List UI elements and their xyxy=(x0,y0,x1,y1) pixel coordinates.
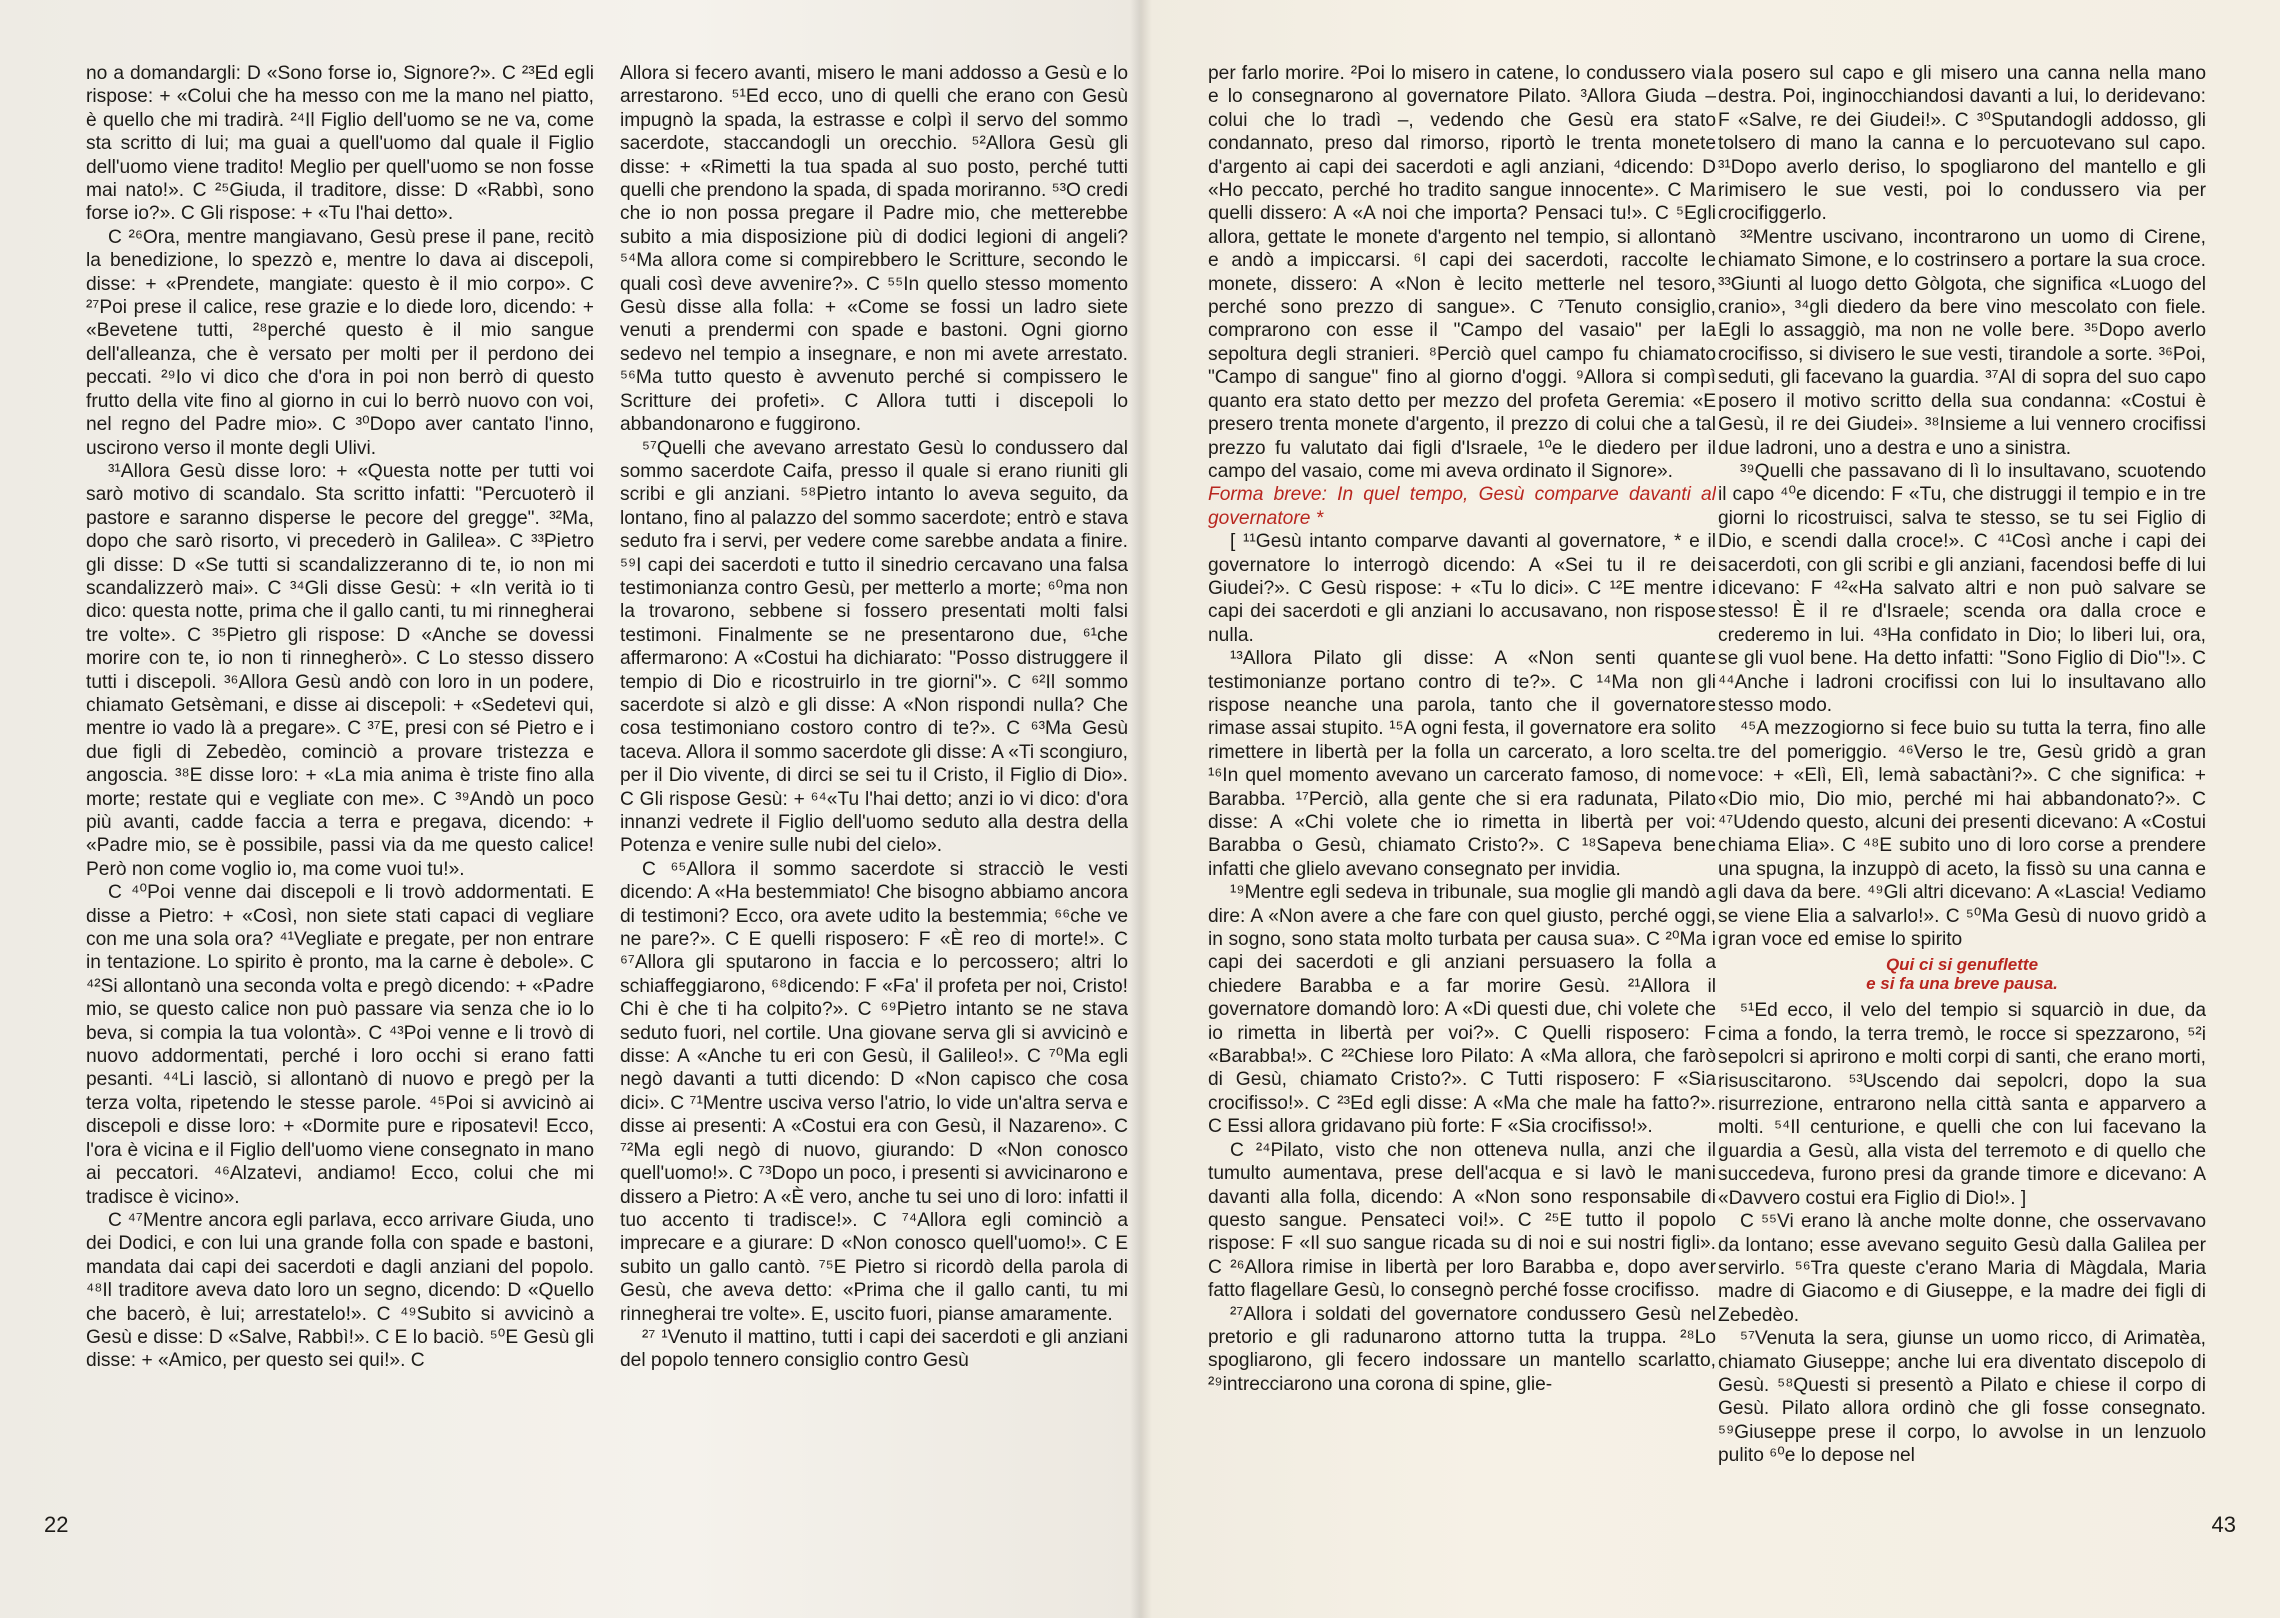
paragraph: ⁵⁷Quelli che avevano arrestato Gesù lo condussero dal sommo sacerdote Caifa, presso il quale si erano riuniti gli scribi e gli anziani. ⁵⁸Pietro intanto lo aveva seguito, da lontano, fino al palazzo del sommo sacerdote; entrò e stava seduto fra i servi, per vedere come sarebbe andata a finire. ⁵⁹I capi dei sacerdoti e tutto il sinedrio cercavano una falsa testimonianza contro Gesù, per metterlo a morte; ⁶⁰ma non la trovarono, sebbene si fossero presentati molti falsi testimoni. Finalmente se ne presentarono due, ⁶¹che affermarono: A «Costui ha dichiarato: "Posso distruggere il tempio di Dio e ricostruirlo in tre giorni"». C ⁶²Il sommo sacerdote si alzò e gli disse: A «Non rispondi nulla? Che cosa testimoniano costoro contro di te?». C ⁶³Ma Gesù taceva. Allora il sommo sacerdote gli disse: A «Ti scongiuro, per il Dio vivente, di dirci se sei tu il Cristo, il Figlio di Dio». C Gli rispose Gesù: + ⁶⁴«Tu l'hai detto; anzi io vi dico: d'ora innanzi vedrete il Figlio dell'uomo seduto alla destra della Potenza e venire sulle nubi del cielo». xyxy=(620,437,1128,857)
paragraph: C ⁶⁵Allora il sommo sacerdote si stracciò le vesti dicendo: A «Ha bestemmiato! Che bisogno abbiamo ancora di testimoni? Ecco, ora avete udito la bestemmia; ⁶⁶che ve ne pare?». C E quelli risposero: F «È reo di morte!». C ⁶⁷Allora gli sputarono in faccia e lo percossero; altri lo schiaffeggiarono, ⁶⁸dicendo: F «Fa' il profeta per noi, Cristo! Chi è che ti ha colpito?». C ⁶⁹Pietro intanto se ne stava seduto fuori, nel cortile. Una giovane serva gli si avvicinò e disse: A «Anche tu eri con Gesù, il Galileo!». C ⁷⁰Ma egli negò davanti a tutti dicendo: D «Non capisco che cosa dici». C ⁷¹Mentre usciva verso l'atrio, lo vide un'altra serva e disse ai presenti: A «Costui era con Gesù, il Nazareno». C ⁷²Ma egli negò di nuovo, giurando: D «Non conosco quell'uomo!». C ⁷³Dopo un poco, i presenti si avvicinarono e dissero a Pietro: A «È vero, anche tu sei uno di loro: infatti il tuo accento ti tradisce!». C ⁷⁴Allora egli cominciò a imprecare e a giurare: D «Non conosco quell'uomo!». C E subito un gallo cantò. ⁷⁵E Pietro si ricordò della parola di Gesù, che aveva detto: «Prima che il gallo canti, tu mi rinnegherai tre volte». E, uscito fuori, pianse amaramente. xyxy=(620,858,1128,1325)
paragraph: C ⁴⁷Mentre ancora egli parlava, ecco arrivare Giuda, uno dei Dodici, e con lui una grande folla con spade e bastoni, mandata dai capi dei sacerdoti e dagli anziani del popolo. ⁴⁸Il traditore aveva dato loro un segno, dicendo: D «Quello che bacerò, è lui; arrestatelo!». C ⁴⁹Subito si avvicinò a Gesù e disse: D «Salve, Rabbì!». C E lo baciò. ⁵⁰E Gesù gli disse: + «Amico, per questo sei qui!». C xyxy=(86,1209,594,1372)
paragraph: C ²⁴Pilato, visto che non otteneva nulla, anzi che il tumulto aumentava, prese dell'acqua e si lavò le mani davanti alla folla, dicendo: A «Non sono responsabile di questo sangue. Pensateci voi!». C ²⁵E tutto il popolo rispose: F «Il suo sangue ricada su di noi e sui nostri figli». C ²⁶Allora rimise in libertà per loro Barabba e, dopo aver fatto flagellare Gesù, lo consegnò perché fosse crocifisso. xyxy=(1208,1139,1716,1302)
left-column-2 xyxy=(620,62,1128,1542)
paragraph: ⁴⁵A mezzogiorno si fece buio su tutta la terra, fino alle tre del pomeriggio. ⁴⁶Verso le tre, Gesù gridò a gran voce: + «Elì, Elì, lemà sabactàni?». C che significa: + «Dio mio, Dio mio, perché mi hai abbandonato?». C ⁴⁷Udendo questo, alcuni dei presenti dicevano: A «Costui chiama Elia». C ⁴⁸E subito uno di loro corse a prendere una spugna, la inzuppò di aceto, la fissò su una canna e gli dava da bere. ⁴⁹Gli altri dicevano: A «Lascia! Vediamo se viene Elia a salvarlo!». C ⁵⁰Ma Gesù di nuovo gridò a gran voce ed emise lo spirito xyxy=(1718,718,2206,951)
paragraph: ²⁷Allora i soldati del governatore condussero Gesù nel pretorio e gli radunarono attorno tutta la truppa. ²⁸Lo spogliarono, gli fecero indossare un mantello scarlatto, ²⁹intrecciarono una corona di spine, glie- xyxy=(1208,1303,1716,1395)
paragraph: no a domandargli: D «Sono forse io, Signore?». C ²³Ed egli rispose: + «Colui che ha messo con me la mano nel piatto, è quello che mi tradirà. ²⁴Il Figlio dell'uomo se ne va, come sta scritto di lui; ma guai a quell'uomo dal quale il Figlio dell'uomo viene tradito! Meglio per quell'uomo se non fosse mai nato!». C ²⁵Giuda, il traditore, disse: D «Rabbì, sono forse io?». C Gli rispose: + «Tu l'hai detto». xyxy=(86,63,594,225)
paragraph: ³⁹Quelli che passavano di lì lo insultavano, scuotendo il capo ⁴⁰e dicendo: F «Tu, che distruggi il tempio e in tre giorni lo ricostruisci, salva te stesso, se tu sei Figlio di Dio, e scendi dalla croce!». C ⁴¹Così anche i capi dei sacerdoti, con gli scribi e gli anziani, facendosi beffe di lui dicevano: F ⁴²«Ha salvato altri e non può salvare se stesso! È il re d'Israele; scenda ora dalla croce e crederemo in lui. ⁴³Ha confidato in Dio; lo liberi lui, ora, se gli vuol bene. Ha detto infatti: "Sono Figlio di Dio"!». C ⁴⁴Anche i ladroni crocifissi con lui lo insultavano allo stesso modo. xyxy=(1718,460,2206,716)
paragraph: la posero sul capo e gli misero una canna nella mano destra. Poi, inginocchiandosi davanti a lui, lo deridevano: F «Salve, re dei Giudei!». C ³⁰Sputandogli addosso, gli tolsero di mano la canna e lo percuotevano sul capo. ³¹Dopo averlo deriso, lo spogliarono del mantello e gli rimisero le sue vesti, poi lo condussero via per crocifiggerlo. xyxy=(1718,63,2206,225)
paragraph: Allora si fecero avanti, misero le mani addosso a Gesù e lo arrestarono. ⁵¹Ed ecco, uno di quelli che erano con Gesù impugnò la spada, la estrasse e colpì il servo del sommo sacerdote, staccandogli un orecchio. ⁵²Allora Gesù gli disse: + «Rimetti la tua spada al suo posto, perché tutti quelli che prendono la spada, di spada moriranno. ⁵³O credi che io non possa pregare il Padre mio, che metterebbe subito a mia disposizione più di dodici legioni di angeli? ⁵⁴Ma allora come si compirebbero le Scritture, secondo le quali così deve avvenire?». C ⁵⁵In quello stesso momento Gesù disse alla folla: + «Come se fossi un ladro siete venuti a prendermi con spade e bastoni. Ogni giorno sedevo nel tempio a insegnare, e non mi avete arrestato. ⁵⁶Ma tutto questo è avvenuto perché si compissero le Scritture dei profeti». C Allora tutti i discepoli lo abbandonarono e fuggirono. xyxy=(620,63,1128,436)
paragraph: C ⁵⁵Vi erano là anche molte donne, che osservavano da lontano; esse avevano seguito Gesù dalla Galilea per servirlo. ⁵⁶Tra queste c'erano Maria di Màgdala, Maria madre di Giacomo e di Giuseppe, e la madre dei figli di Zebedèo. xyxy=(1718,1211,2206,1326)
left-column-1 xyxy=(86,62,594,1542)
page-number: 22 xyxy=(44,1512,69,1537)
paragraph: ⁵⁷Venuta la sera, giunse un uomo ricco, di Arimatèa, chiamato Giuseppe; anche lui era diventato discepolo di Gesù. ⁵⁸Questi si presentò a Pilato e chiese il corpo di Gesù. Pilato allora ordinò che gli fosse consegnato. ⁵⁹Giuseppe prese il corpo, lo avvolse in un lenzuolo pulito ⁶⁰e lo depose nel xyxy=(1718,1328,2206,1467)
paragraph: [ ¹¹Gesù intanto comparve davanti al governatore, * e il governatore lo interrogò dicendo: A «Sei tu il re dei Giudei?». C Gesù rispose: + «Tu lo dici». C ¹²E mentre i capi dei sacerdoti e gli anziani lo accusavano, non rispose nulla. xyxy=(1208,531,1716,646)
page-number: 43 xyxy=(2211,1512,2236,1537)
rubric-line: Qui ci si genuflette xyxy=(1885,955,2039,975)
rubric xyxy=(1718,955,2206,993)
paragraph: ¹⁹Mentre egli sedeva in tribunale, sua moglie gli mandò a dire: A «Non avere a che fare con quel giusto, perché oggi, in sogno, sono stata molto turbata per causa sua». C ²⁰Ma i capi dei sacerdoti e gli anziani persuasero la folla a chiedere Barabba e a far morire Gesù. ²¹Allora il governatore domandò loro: A «Di questi due, chi volete che io rimetta in libertà per voi?». C Quelli risposero: F «Barabba!». C ²²Chiese loro Pilato: A «Ma allora, che farò di Gesù, chiamato Cristo?». C Tutti risposero: F «Sia crocifisso!». C ²³Ed egli disse: A «Ma che male ha fatto?». C Essi allora gridavano più forte: F «Sia crocifisso!». xyxy=(1208,882,1716,1138)
book-gutter xyxy=(1130,0,1152,1618)
paragraph: ⁵¹Ed ecco, il velo del tempio si squarciò in due, da cima a fondo, la terra tremò, le rocce si spezzarono, ⁵²i sepolcri si aprirono e molti corpi di santi, che erano morti, risuscitarono. ⁵³Uscendo dai sepolcri, dopo la sua risurrezione, entrarono nella città santa e apparvero a molti. ⁵⁴Il centurione, e quelli che con lui facevano la guardia a Gesù, alla vista del terremoto e di quello che succedeva, furono presi da grande timore e dicevano: A «Davvero costui era Figlio di Dio!». ] xyxy=(1718,1000,2206,1209)
paragraph: ³²Mentre uscivano, incontrarono un uomo di Cirene, chiamato Simone, e lo costrinsero a portare la sua croce. ³³Giunti al luogo detto Gòlgota, che significa «Luogo del cranio», ³⁴gli diedero da bere vino mescolato con fiele. Egli lo assaggiò, ma non ne volle bere. ³⁵Dopo averlo crocifisso, si divisero le sue vesti, tirandole a sorte. ³⁶Poi, seduti, gli facevano la guardia. ³⁷Al di sopra del suo capo posero il motivo scritto della sua condanna: «Costui è Gesù, il re dei Giudei». ³⁸Insieme a lui vennero crocifissi due ladroni, uno a destra e uno a sinistra. xyxy=(1718,226,2206,459)
right-column-1 xyxy=(1208,62,1716,1542)
paragraph: ³¹Allora Gesù disse loro: + «Questa notte per tutti voi sarò motivo di scandalo. Sta scritto infatti: "Percuoterò il pastore e saranno disperse le pecore del gregge". ³²Ma, dopo che sarò risorto, vi precederò in Galilea». C ³³Pietro gli disse: D «Se tutti si scandalizzeranno di te, io non mi scandalizzerò mai». C ³⁴Gli disse Gesù: + «In verità io ti dico: questa notte, prima che il gallo canti, tu mi rinnegherai tre volte». C ³⁵Pietro gli rispose: D «Anche se dovessi morire con te, io non ti rinnegherò». C Lo stesso dissero tutti i discepoli. ³⁶Allora Gesù andò con loro in un podere, chiamato Getsèmani, e disse ai discepoli: + «Sedetevi qui, mentre io vado là a pregare». C ³⁷E, presi con sé Pietro e i due figli di Zebedèo, cominciò a provare tristezza e angoscia. ³⁸E disse loro: + «La mia anima è triste fino alla morte; restate qui e vegliate con me». C ³⁹Andò un poco più avanti, cadde faccia a terra e pregava, dicendo: + «Padre mio, se è possibile, passi via da me questo calice! Però non come voglio io, ma come vuoi tu!». xyxy=(86,460,594,880)
right-page xyxy=(1140,0,2280,1618)
paragraph: C ⁴⁰Poi venne dai discepoli e li trovò addormentati. E disse a Pietro: + «Così, non siete stati capaci di vegliare con me una sola ora? ⁴¹Vegliate e pregate, per non entrare in tentazione. Lo spirito è pronto, ma la carne è debole». C ⁴²Si allontanò una seconda volta e pregò dicendo: + «Padre mio, se questo calice non può passare via senza che io lo beva, si compia la tua volontà». C ⁴³Poi venne e li trovò di nuovo addormentati, perché i loro occhi si erano fatti pesanti. ⁴⁴Li lasciò, si allontanò di nuovo e pregò per la terza volta, ripetendo le stesse parole. ⁴⁵Poi si avvicinò ai discepoli e disse loro: + «Dormite pure e riposatevi! Ecco, l'ora è vicina e il Figlio dell'uomo viene consegnato in mano ai peccatori. ⁴⁶Alzatevi, andiamo! Ecco, colui che mi tradisce è vicino». xyxy=(86,882,594,1208)
paragraph: C ²⁶Ora, mentre mangiavano, Gesù prese il pane, recitò la benedizione, lo spezzò e, mentre lo dava ai discepoli, disse: + «Prendete, mangiate: questo è il mio corpo». C ²⁷Poi prese il calice, rese grazie e lo diede loro, dicendo: + «Bevetene tutti, ²⁸perché questo è il mio sangue dell'alleanza, che è versato per molti per il perdono dei peccati. ²⁹Io vi dico che d'ora in poi non berrò di questo frutto della vite fino al giorno in cui lo berrò nuovo con voi, nel regno del Padre mio». C ³⁰Dopo aver cantato l'inno, uscirono verso il monte degli Ulivi. xyxy=(86,226,594,459)
paragraph: per farlo morire. ²Poi lo misero in catene, lo condussero via e lo consegnarono al governatore Pilato. ³Allora Giuda – colui che lo tradì –, vedendo che Gesù era stato condannato, preso dal rimorso, riportò le trenta monete d'argento ai capi dei sacerdoti e agli anziani, ⁴dicendo: D «Ho peccato, perché ho tradito sangue innocente». C Ma quelli dissero: A «A noi che importa? Pensaci tu!». C ⁵Egli allora, gettate le monete d'argento nel tempio, si allontanò e andò a impiccarsi. ⁶I capi dei sacerdoti, raccolte le monete, dissero: A «Non è lecito metterle nel tesoro, perché sono prezzo di sangue». C ⁷Tenuto consiglio, comprarono con esse il "Campo del vasaio" per la sepoltura degli stranieri. ⁸Perciò quel campo fu chiamato "Campo di sangue" fino al giorno d'oggi. ⁹Allora si compì quanto era stato detto per mezzo del profeta Geremia: «E presero trenta monete d'argento, il prezzo di colui che a tal prezzo fu valutato dai figli d'Israele, ¹⁰e le diedero per il campo del vasaio, come mi aveva ordinato il Signore». xyxy=(1208,63,1716,482)
rubric-line: e si fa una breve pausa. xyxy=(1866,974,2058,994)
paragraph: ²⁷ ¹Venuto il mattino, tutti i capi dei sacerdoti e gli anziani del popolo tennero consiglio contro Gesù xyxy=(620,1326,1128,1372)
right-column-2 xyxy=(1718,62,2206,1542)
short-form-note: Forma breve: In quel tempo, Gesù comparve davanti al governatore * xyxy=(1208,484,1716,529)
paragraph: ¹³Allora Pilato gli disse: A «Non senti quante testimonianze portano contro di te?». C ¹⁴Ma non gli rispose neanche una parola, tanto che il governatore rimase assai stupito. ¹⁵A ogni festa, il governatore era solito rimettere in libertà per la folla un carcerato, a loro scelta. ¹⁶In quel momento avevano un carcerato famoso, di nome Barabba. ¹⁷Perciò, alla gente che si era radunata, Pilato disse: A «Chi volete che io rimetta in libertà per voi: Barabba o Gesù, chiamato Cristo?». C ¹⁸Sapeva bene infatti che glielo avevano consegnato per invidia. xyxy=(1208,648,1716,880)
